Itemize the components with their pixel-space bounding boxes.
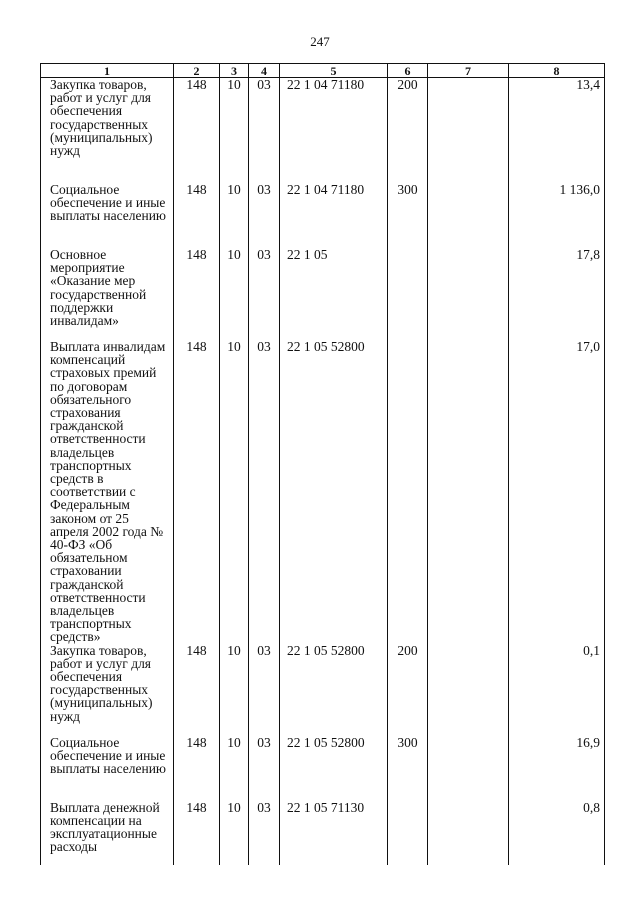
cell-amount: 13,4	[509, 78, 605, 184]
cell-amount: 16,9	[509, 736, 605, 801]
cell-section: 10	[220, 801, 249, 865]
cell-target-article: 22 1 05 71130	[280, 801, 388, 865]
cell-section: 10	[220, 736, 249, 801]
cell-subsection: 03	[249, 248, 280, 340]
cell-target-article: 22 1 04 71180	[280, 78, 388, 184]
cell-section: 10	[220, 78, 249, 184]
cell-column-7	[428, 736, 509, 801]
cell-ministry-code: 148	[174, 736, 220, 801]
cell-section: 10	[220, 248, 249, 340]
column-header: 6	[388, 64, 428, 78]
cell-subsection: 03	[249, 183, 280, 248]
cell-expense-type	[388, 340, 428, 644]
cell-section: 10	[220, 644, 249, 736]
cell-amount: 17,8	[509, 248, 605, 340]
row-name: Выплата денежной компенсации на эксплуатационные расходы	[41, 801, 174, 865]
cell-subsection: 03	[249, 78, 280, 184]
cell-column-7	[428, 340, 509, 644]
row-name: Основное мероприятие «Оказание мер государственной поддержки инвалидам»	[41, 248, 174, 340]
cell-column-7	[428, 248, 509, 340]
cell-ministry-code: 148	[174, 340, 220, 644]
table-row	[41, 644, 605, 736]
cell-ministry-code: 148	[174, 183, 220, 248]
cell-target-article: 22 1 05 52800	[280, 644, 388, 736]
column-header: 3	[220, 64, 249, 78]
table-row	[41, 801, 605, 865]
cell-ministry-code: 148	[174, 78, 220, 184]
cell-ministry-code: 148	[174, 801, 220, 865]
cell-subsection: 03	[249, 644, 280, 736]
cell-section: 10	[220, 340, 249, 644]
cell-ministry-code: 148	[174, 644, 220, 736]
table-row	[41, 248, 605, 340]
cell-target-article: 22 1 05 52800	[280, 736, 388, 801]
column-header: 4	[249, 64, 280, 78]
table-row	[41, 183, 605, 248]
cell-ministry-code: 148	[174, 248, 220, 340]
budget-table	[40, 63, 605, 865]
cell-column-7	[428, 183, 509, 248]
table-row	[41, 78, 605, 184]
cell-expense-type: 200	[388, 644, 428, 736]
row-name: Закупка товаров, работ и услуг для обеспечения государственных (муниципальных) нужд	[41, 78, 174, 184]
cell-subsection: 03	[249, 736, 280, 801]
row-name: Закупка товаров, работ и услуг для обеспечения государственных (муниципальных) нужд	[41, 644, 174, 736]
column-header: 8	[509, 64, 605, 78]
cell-target-article: 22 1 05	[280, 248, 388, 340]
cell-expense-type: 200	[388, 78, 428, 184]
row-name: Выплата инвалидам компенсаций страховых премий по договорам обязательного страхования гражданской ответственности владельцев транспортных средств в соответствии с Федеральным законом от 25 апреля 2002 года № 40-ФЗ «Об обязательном страховании гражданской ответственности владельцев транспортных средств»	[41, 340, 174, 644]
row-name: Социальное обеспечение и иные выплаты населению	[41, 736, 174, 801]
cell-amount: 17,0	[509, 340, 605, 644]
cell-subsection: 03	[249, 340, 280, 644]
column-header: 7	[428, 64, 509, 78]
cell-amount: 0,1	[509, 644, 605, 736]
cell-column-7	[428, 78, 509, 184]
table-row	[41, 736, 605, 801]
page-number: 247	[310, 34, 330, 49]
table-header-row	[41, 64, 605, 78]
cell-amount: 0,8	[509, 801, 605, 865]
cell-column-7	[428, 801, 509, 865]
cell-section: 10	[220, 183, 249, 248]
cell-expense-type	[388, 801, 428, 865]
cell-subsection: 03	[249, 801, 280, 865]
cell-expense-type: 300	[388, 736, 428, 801]
cell-column-7	[428, 644, 509, 736]
row-name: Социальное обеспечение и иные выплаты населению	[41, 183, 174, 248]
cell-expense-type: 300	[388, 183, 428, 248]
cell-amount: 1 136,0	[509, 183, 605, 248]
cell-expense-type	[388, 248, 428, 340]
cell-target-article: 22 1 04 71180	[280, 183, 388, 248]
column-header: 2	[174, 64, 220, 78]
column-header: 5	[280, 64, 388, 78]
cell-target-article: 22 1 05 52800	[280, 340, 388, 644]
column-header: 1	[41, 64, 174, 78]
table-row	[41, 340, 605, 644]
